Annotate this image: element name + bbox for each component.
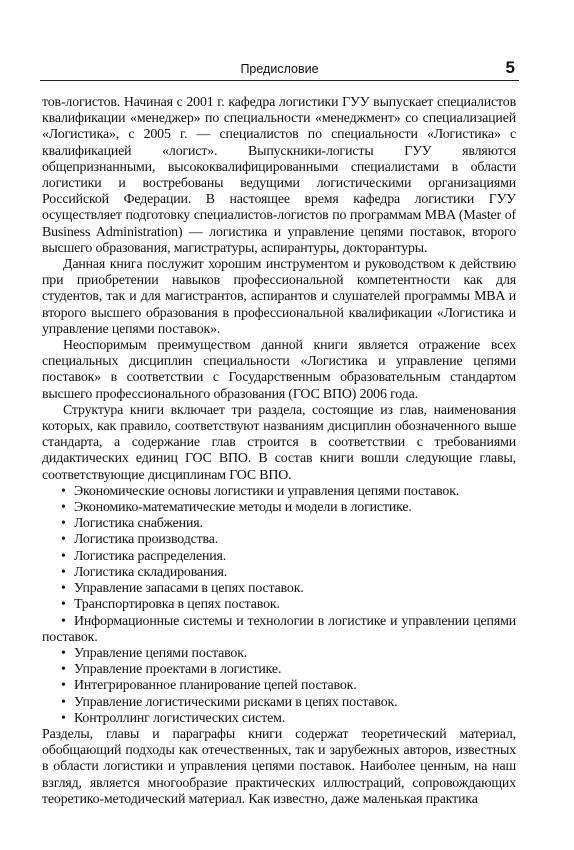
- list-item-text: Контроллинг логистических систем.: [74, 710, 286, 726]
- bullet-icon: •: [61, 662, 66, 678]
- list-item: [42, 711, 516, 727]
- list-item-text: Транспортировка в цепях поставок.: [74, 597, 280, 613]
- list-item: [42, 678, 516, 694]
- chapter-title: Предисловие: [240, 62, 319, 76]
- list-item-text: Логистика снабжения.: [74, 516, 203, 532]
- list-item: [42, 500, 516, 516]
- list-item-text: Логистика производства.: [74, 532, 219, 548]
- list-item-text: Управление проектами в логистике.: [74, 662, 282, 678]
- bullet-icon: •: [61, 710, 66, 726]
- chapter-list: [42, 484, 516, 727]
- list-item-text: Управление цепями поставок.: [74, 645, 248, 661]
- list-item-text: Управление запасами в цепях поставок.: [74, 581, 304, 597]
- bullet-icon: •: [61, 532, 66, 548]
- running-header: [40, 59, 519, 81]
- bullet-icon: •: [61, 678, 66, 694]
- bullet-icon: •: [61, 613, 66, 629]
- list-item-text: Экономико-математические методы и модели в логистике.: [74, 500, 412, 516]
- list-item: [42, 614, 516, 646]
- list-item: [42, 484, 516, 500]
- paragraph: Разделы, главы и параграфы книги содержат теоретический материал, обобщающий подходы как отечественных, так и зарубежных авторов, известных в области логистики и управления цепями поставок. Наиболее ценным, на наш взгляд, является многообразие практических иллюстраций, сопровождающих теоретико-методический материал. Как известно, даже маленькая практика: [42, 726, 516, 807]
- list-item: [42, 597, 516, 613]
- paragraph: Неоспоримым преимуществом данной книги является отражение всех специальных дисциплин специальности «Логистика и управление цепями поставок» в соответствии с Государственным образовательным стандартом высшего профессионального образования (ГОС ВПО) 2006 года.: [42, 338, 516, 402]
- list-item-text: Экономические основы логистики и управления цепями поставок.: [74, 483, 460, 499]
- list-item-text: Логистика складирования.: [74, 564, 228, 580]
- bullet-icon: •: [61, 581, 66, 597]
- header-rule: [40, 80, 519, 81]
- bullet-icon: •: [61, 548, 66, 564]
- list-item: [42, 581, 516, 597]
- paragraph: тов-логистов. Начиная с 2001 г. кафедра логистики ГУУ выпускает специалистов квалификации «менеджер» по специальности «менеджмент» со специализацией «Логистика», с 2005 г. — специалистов по специальности «Логистика» с квалификацией «логист». Выпускники-логисты ГУУ являются общепризнанными, высококвалифицированными специалистами в области логистики и востребованы ведущими логистическими организациями Российской Федерации. В настоящее время кафедра логистики ГУУ осуществляет подготовку специалистов-логистов по программам MBA (Master of Business Administration) — логистика и управление цепями поставок, второго высшего образования, магистратуры, аспирантуры, докторантуры.: [42, 95, 516, 256]
- bullet-icon: •: [61, 645, 66, 661]
- list-item: [42, 695, 516, 711]
- paragraph: Структура книги включает три раздела, состоящие из глав, наименования которых, как правило, соответствуют названиям дисциплин обозначенного выше стандарта, а содержание глав строится в соответствии с требованиями дидактических единиц ГОС ВПО. В состав книги вошли следующие главы, соответствующие дисциплинам ГОС ВПО.: [42, 402, 516, 483]
- list-item-text: Управление логистическими рисками в цепях поставок.: [74, 694, 398, 710]
- list-item: [42, 549, 516, 565]
- bullet-icon: •: [61, 564, 66, 580]
- bullet-icon: •: [61, 597, 66, 613]
- list-item: [42, 565, 516, 581]
- list-item-text: Информационные системы и технологии в логистике и управлении цепями поставок.: [42, 613, 516, 645]
- page-number: 5: [505, 58, 515, 77]
- list-item: [42, 516, 516, 532]
- list-item-text: Интегрированное планирование цепей поставок.: [74, 678, 357, 694]
- list-item-text: Логистика распределения.: [74, 548, 227, 564]
- list-item: [42, 662, 516, 678]
- bullet-icon: •: [61, 516, 66, 532]
- bullet-icon: •: [61, 500, 66, 516]
- paragraph: Данная книга послужит хорошим инструментом и руководством к действию при приобретении навыков профессиональной компетентности как для студентов, так и для магистрантов, аспирантов и слушателей программы MBA и второго высшего образования в профессиональной квалификации «Логистика и управление цепями поставок».: [42, 257, 516, 337]
- bullet-icon: •: [61, 694, 66, 710]
- list-item: [42, 646, 516, 662]
- bullet-icon: •: [61, 483, 66, 499]
- body-text: [42, 95, 516, 808]
- list-item: [42, 532, 516, 548]
